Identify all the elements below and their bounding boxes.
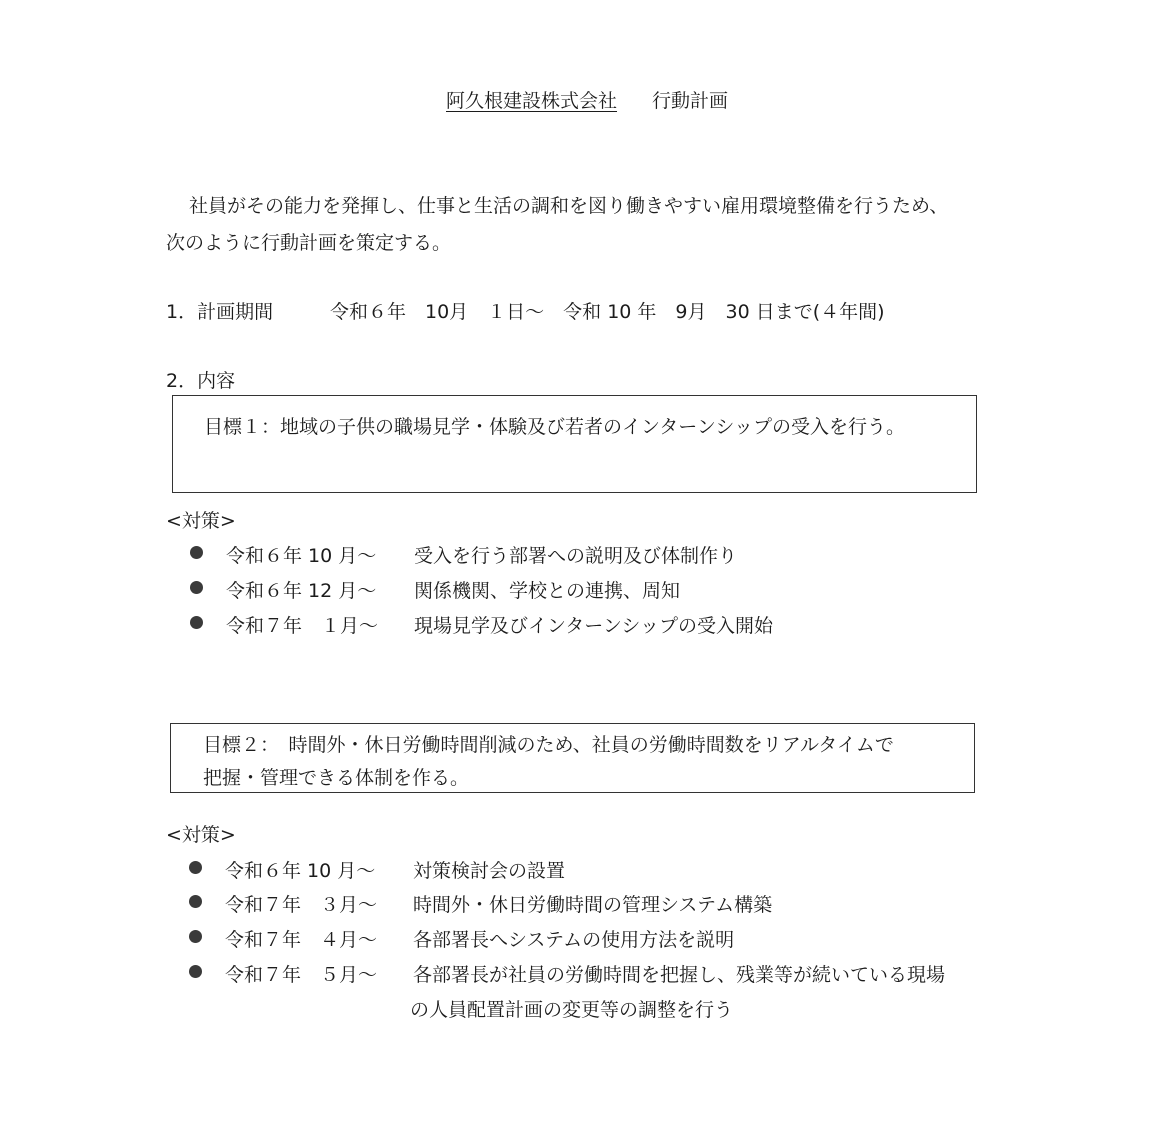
goal2-text-line-2: 把握・管理できる体制を作る。 (203, 767, 470, 789)
bullet-icon (189, 861, 202, 874)
goal1-item-date: 令和７年 １月～ (226, 615, 379, 637)
bullet-icon (190, 616, 203, 629)
goal1-box (172, 395, 977, 493)
goal2-item-desc: 対策検討会の設置 (413, 860, 566, 882)
intro-line-2: 次のように行動計画を策定する。 (166, 232, 452, 254)
goal2-item-date: 令和６年 10 月～ (225, 860, 376, 882)
document-title-company: 阿久根建設株式会社 (446, 90, 618, 112)
document-title-suffix: 行動計画 (652, 90, 729, 112)
bullet-icon (189, 895, 202, 908)
goal1-item-date: 令和６年 12 月～ (226, 580, 377, 602)
plan-period-value: 令和６年 10月 １日～ 令和 10 年 9月 30 日まで(４年間) (330, 301, 885, 323)
goal2-item-desc: 各部署長が社員の労働時間を把握し、残業等が続いている現場 (413, 964, 946, 986)
goal1-item-desc: 現場見学及びインターンシップの受入開始 (414, 615, 774, 637)
goal2-item-date: 令和７年 ５月～ (225, 964, 378, 986)
plan-period-label: 1．計画期間 (166, 301, 274, 323)
bullet-icon (189, 965, 202, 978)
goal2-item-date: 令和７年 ４月～ (225, 929, 378, 951)
goal2-measures-heading: <対策> (166, 824, 236, 846)
bullet-icon (190, 581, 203, 594)
goal2-item-desc: 各部署長へシステムの使用方法を説明 (413, 929, 735, 951)
goal2-item-desc-continuation: の人員配置計画の変更等の調整を行う (410, 999, 734, 1021)
content-heading: 2．内容 (166, 370, 236, 392)
goal2-item-date: 令和７年 ３月～ (225, 894, 378, 916)
goal1-item-desc: 受入を行う部署への説明及び体制作り (414, 545, 738, 567)
goal1-item-date: 令和６年 10 月～ (226, 545, 377, 567)
bullet-icon (189, 930, 202, 943)
goal1-text: 目標１：地域の子供の職場見学・体験及び若者のインターンシップの受入を行う。 (204, 416, 906, 438)
goal1-measures-heading: <対策> (166, 510, 236, 532)
goal2-item-desc: 時間外・休日労働時間の管理システム構築 (413, 894, 773, 916)
plan-period (166, 297, 885, 324)
goal1-item-desc: 関係機関、学校との連携、周知 (414, 580, 681, 602)
goal2-text-line-1: 目標２： 時間外・休日労働時間削減のため、社員の労働時間数をリアルタイムで (203, 734, 894, 756)
bullet-icon (190, 546, 203, 559)
intro-line-1: 社員がその能力を発揮し、仕事と生活の調和を図り働きやすい雇用環境整備を行うため、 (189, 195, 949, 217)
